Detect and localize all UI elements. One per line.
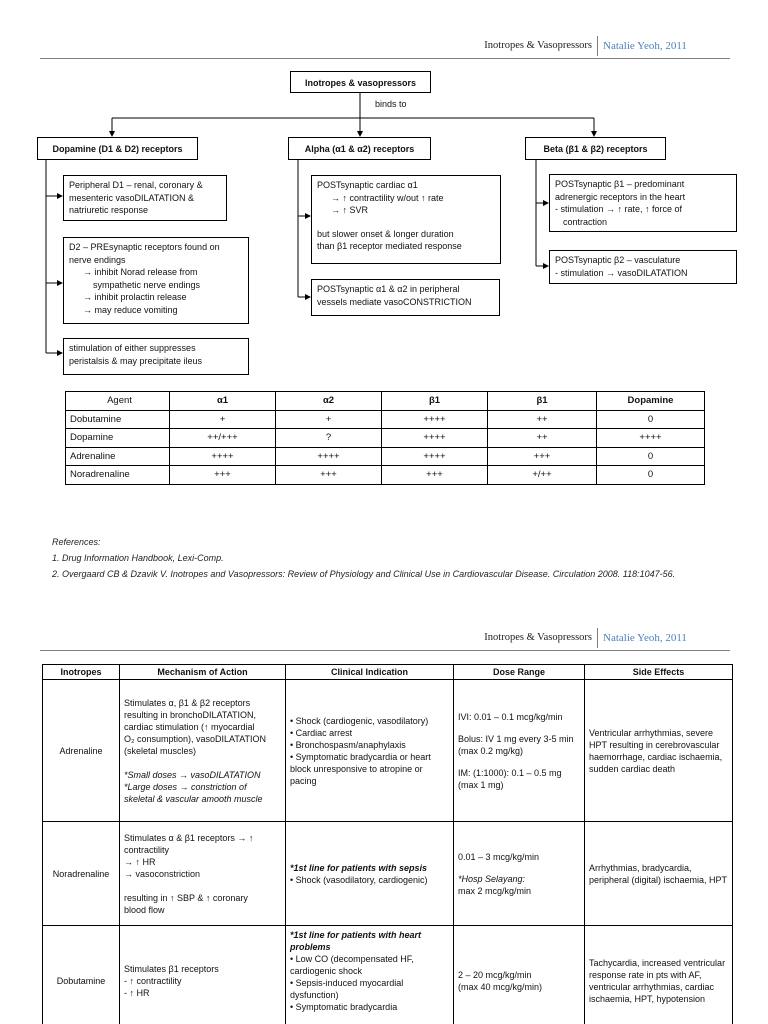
table-cell: 0 xyxy=(597,466,705,485)
table-cell: +++ xyxy=(488,447,597,466)
beta1-line: adrenergic receptors in the heart xyxy=(555,191,686,202)
indication-item: • Sepsis-induced myocardial dysfunction) xyxy=(290,977,449,1001)
moa-line: → ↑ HR xyxy=(124,856,156,867)
column-header: α1 xyxy=(170,392,276,411)
alpha-receptors-title: Alpha (α1 & α2) receptors xyxy=(304,144,415,154)
moa-line: - ↑ HR xyxy=(124,987,150,998)
header-rule xyxy=(40,650,730,651)
receptor-activity-table xyxy=(65,391,705,485)
table-cell: ? xyxy=(276,429,382,448)
moa-line: cardiac stimulation (↑ myocardial xyxy=(124,721,255,732)
moa-note: skeletal & vascular amooth muscle xyxy=(124,793,263,804)
side-effects-cell: Arrhythmias, bradycardia, peripheral (digital) ischaemia, HPT xyxy=(585,822,733,926)
beta1-box xyxy=(549,174,737,232)
alpha-peripheral-line: vessels mediate vasoCONSTRICTION xyxy=(317,296,472,307)
dose-cell xyxy=(454,822,585,926)
drug-name: Noradrenaline xyxy=(43,822,120,926)
table-cell: 0 xyxy=(597,447,705,466)
alpha-cardiac-effect: → ↑ contractility w/out ↑ rate xyxy=(331,192,444,203)
moa-line: Stimulates α, β1 & β2 receptors xyxy=(124,697,251,708)
binds-to-label: binds to xyxy=(375,99,407,109)
table-cell: +++ xyxy=(170,466,276,485)
table-cell: + xyxy=(276,410,382,429)
d1-line: Peripheral D1 – renal, coronary & xyxy=(69,180,203,190)
either-line: peristalsis & may precipitate ileus xyxy=(69,355,203,366)
d2-effect: → may reduce vomiting xyxy=(83,304,178,315)
column-header: Clinical Indication xyxy=(286,665,454,680)
table-row xyxy=(66,429,705,448)
references-title: References: xyxy=(52,537,101,547)
header-author: Natalie Yeoh, 2011 xyxy=(603,40,687,52)
moa-line: resulting in ↑ SBP & ↑ coronary xyxy=(124,892,248,903)
alpha-cardiac-effect: → ↑ SVR xyxy=(331,205,369,215)
indication-cell xyxy=(286,822,454,926)
indication-item: • Shock (vasodilatory, cardiogenic) xyxy=(290,874,449,886)
dose-cell xyxy=(454,926,585,1024)
table-cell: Dopamine xyxy=(66,429,170,448)
table-cell: ++++ xyxy=(382,410,488,429)
column-header: β1 xyxy=(488,392,597,411)
beta2-line: POSTsynaptic β2 – vasculature xyxy=(555,255,681,265)
table-cell: +/++ xyxy=(488,466,597,485)
indication-note: *1st line for patients with sepsis xyxy=(290,862,428,873)
table-cell: ++/+++ xyxy=(170,429,276,448)
drug-name: Adrenaline xyxy=(43,680,120,822)
either-line: stimulation of either suppresses xyxy=(69,343,196,353)
table-row xyxy=(43,680,733,822)
alpha-cardiac-box xyxy=(311,175,501,264)
beta2-box xyxy=(549,250,737,284)
table-cell: ++++ xyxy=(382,429,488,448)
column-header: Agent xyxy=(66,392,170,411)
alpha-cardiac-line: but slower onset & longer duration xyxy=(317,228,454,239)
dose-line: (max 0.2 mg/kg) xyxy=(458,745,524,756)
dose-cell xyxy=(454,680,585,822)
column-header: Dose Range xyxy=(454,665,585,680)
dose-line: max 2 mcg/kg/min xyxy=(458,885,532,896)
page-header-2 xyxy=(0,628,768,650)
moa-line: → vasoconstriction xyxy=(124,868,201,879)
header-title: Inotropes & Vasopressors xyxy=(484,40,592,51)
indication-cell xyxy=(286,680,454,822)
dopamine-receptors-title: Dopamine (D1 & D2) receptors xyxy=(52,144,183,154)
root-node xyxy=(290,71,431,93)
column-header: Mechanism of Action xyxy=(120,665,286,680)
alpha-receptors-node xyxy=(288,137,431,160)
beta1-line: contraction xyxy=(563,216,608,227)
beta1-line: POSTsynaptic β1 – predominant xyxy=(555,179,685,189)
moa-line: (skeletal muscles) xyxy=(124,745,197,756)
references xyxy=(52,534,675,582)
mechanism-cell xyxy=(120,822,286,926)
d2-effect: sympathetic nerve endings xyxy=(93,279,201,290)
beta1-line: - stimulation → ↑ rate, ↑ force of xyxy=(555,204,683,214)
indication-item: • Symptomatic bradycardia or heart block unresponsive to atropine or pacing xyxy=(290,751,449,787)
indication-item: • Cardiac arrest xyxy=(290,727,449,739)
table-row xyxy=(66,410,705,429)
d1-line: natriuretic response xyxy=(69,205,149,215)
table-cell: ++ xyxy=(488,429,597,448)
column-header: Dopamine xyxy=(597,392,705,411)
dose-note: *Hosp Selayang: xyxy=(458,873,526,884)
moa-line: O₂ consumption), vasoDILATATION xyxy=(124,733,267,744)
table-cell: +++ xyxy=(382,466,488,485)
table-cell: 0 xyxy=(597,410,705,429)
beta-receptors-node xyxy=(525,137,666,160)
table-row xyxy=(43,822,733,926)
d1-receptor-box xyxy=(63,175,227,221)
table-row xyxy=(43,926,733,1024)
table-row xyxy=(66,466,705,485)
mechanism-cell xyxy=(120,926,286,1024)
mechanism-cell xyxy=(120,680,286,822)
dose-line: IM: (1:1000): 0.1 – 0.5 mg xyxy=(458,767,562,778)
indication-item: • Shock (cardiogenic, vasodilatory) xyxy=(290,715,449,727)
moa-note: *Large doses → constriction of xyxy=(124,781,247,792)
dose-line: Bolus: IV 1 mg every 3-5 min xyxy=(458,733,574,744)
indication-note: *1st line for patients with heart problems xyxy=(290,930,422,952)
moa-line: contractility xyxy=(124,844,170,855)
side-effects-cell: Tachycardia, increased ventricular response rate in pts with AF, ventricular arrhythmias, cardiac ischaemia, HPT, hypotension xyxy=(585,926,733,1024)
d1-line: mesenteric vasoDILATATION & xyxy=(69,192,195,203)
moa-line: - ↑ contractility xyxy=(124,975,182,986)
alpha-cardiac-line: POSTsynaptic cardiac α1 xyxy=(317,180,418,190)
column-header: β1 xyxy=(382,392,488,411)
table-cell: ++++ xyxy=(382,447,488,466)
reference-item: 1. Drug Information Handbook, Lexi-Comp. xyxy=(52,553,224,563)
alpha-peripheral-box xyxy=(311,279,500,316)
dose-line: 0.01 – 3 mcg/kg/min xyxy=(458,851,540,862)
table-cell: ++++ xyxy=(276,447,382,466)
table-cell: Adrenaline xyxy=(66,447,170,466)
d2-line: nerve endings xyxy=(69,254,126,265)
indication-cell xyxy=(286,926,454,1024)
moa-line: Stimulates α & β1 receptors → ↑ xyxy=(124,832,254,843)
table-header-row xyxy=(43,665,733,680)
header-author: Natalie Yeoh, 2011 xyxy=(603,632,687,644)
table-header-row xyxy=(66,392,705,411)
d2-effect: → inhibit prolactin release xyxy=(83,292,187,302)
indication-item: • Bronchospasm/anaphylaxis xyxy=(290,739,449,751)
column-header: α2 xyxy=(276,392,382,411)
drug-name: Dobutamine xyxy=(43,926,120,1024)
dose-line: 2 – 20 mcg/kg/min xyxy=(458,969,532,980)
dose-line: IVI: 0.01 – 0.1 mcg/kg/min xyxy=(458,711,563,722)
table-cell: +++ xyxy=(276,466,382,485)
dose-line: (max 40 mcg/kg/min) xyxy=(458,981,543,992)
moa-note: *Small doses → vasoDILATATION xyxy=(124,769,261,780)
table-cell: Noradrenaline xyxy=(66,466,170,485)
dose-line: (max 1 mg) xyxy=(458,779,504,790)
column-header: Side Effects xyxy=(585,665,733,680)
d2-effect: → inhibit Norad release from xyxy=(83,267,198,277)
table-cell: Dobutamine xyxy=(66,410,170,429)
moa-line: resulting in bronchoDILATATION, xyxy=(124,709,257,720)
d2-line: D2 – PREsynaptic receptors found on xyxy=(69,242,220,252)
header-title: Inotropes & Vasopressors xyxy=(484,632,592,643)
table-cell: ++++ xyxy=(597,429,705,448)
reference-item: 2. Overgaard CB & Dzavik V. Inotropes and Vasopressors: Review of Physiology and Clinical Use in Cardiovascular Disease. Circulation 2008. 118:1047-56. xyxy=(52,569,676,579)
beta-receptors-title: Beta (β1 & β2) receptors xyxy=(543,144,648,154)
column-header: Inotropes xyxy=(43,665,120,680)
indication-item: • Low CO (decompensated HF, cardiogenic shock xyxy=(290,953,449,977)
side-effects-cell: Ventricular arrhythmias, severe HPT resulting in cerebrovascular haemorrhage, cardiac ischaemia, sudden cardiac death xyxy=(585,680,733,822)
table-cell: ++++ xyxy=(170,447,276,466)
table-cell: + xyxy=(170,410,276,429)
beta2-line: - stimulation → vasoDILATATION xyxy=(555,267,688,278)
moa-line: blood flow xyxy=(124,904,165,915)
dopamine-either-box xyxy=(63,338,249,375)
alpha-cardiac-line: than β1 receptor mediated response xyxy=(317,241,462,251)
dopamine-receptors-node xyxy=(37,137,198,160)
inotropes-table xyxy=(42,664,733,1024)
table-cell: ++ xyxy=(488,410,597,429)
d2-receptor-box xyxy=(63,237,249,324)
alpha-peripheral-line: POSTsynaptic α1 & α2 in peripheral xyxy=(317,284,460,294)
table-row xyxy=(66,447,705,466)
header-divider xyxy=(597,628,598,648)
indication-item: • Symptomatic bradycardia xyxy=(290,1001,449,1013)
moa-line: Stimulates β1 receptors xyxy=(124,963,219,974)
root-node-label: Inotropes & vasopressors xyxy=(304,78,417,88)
